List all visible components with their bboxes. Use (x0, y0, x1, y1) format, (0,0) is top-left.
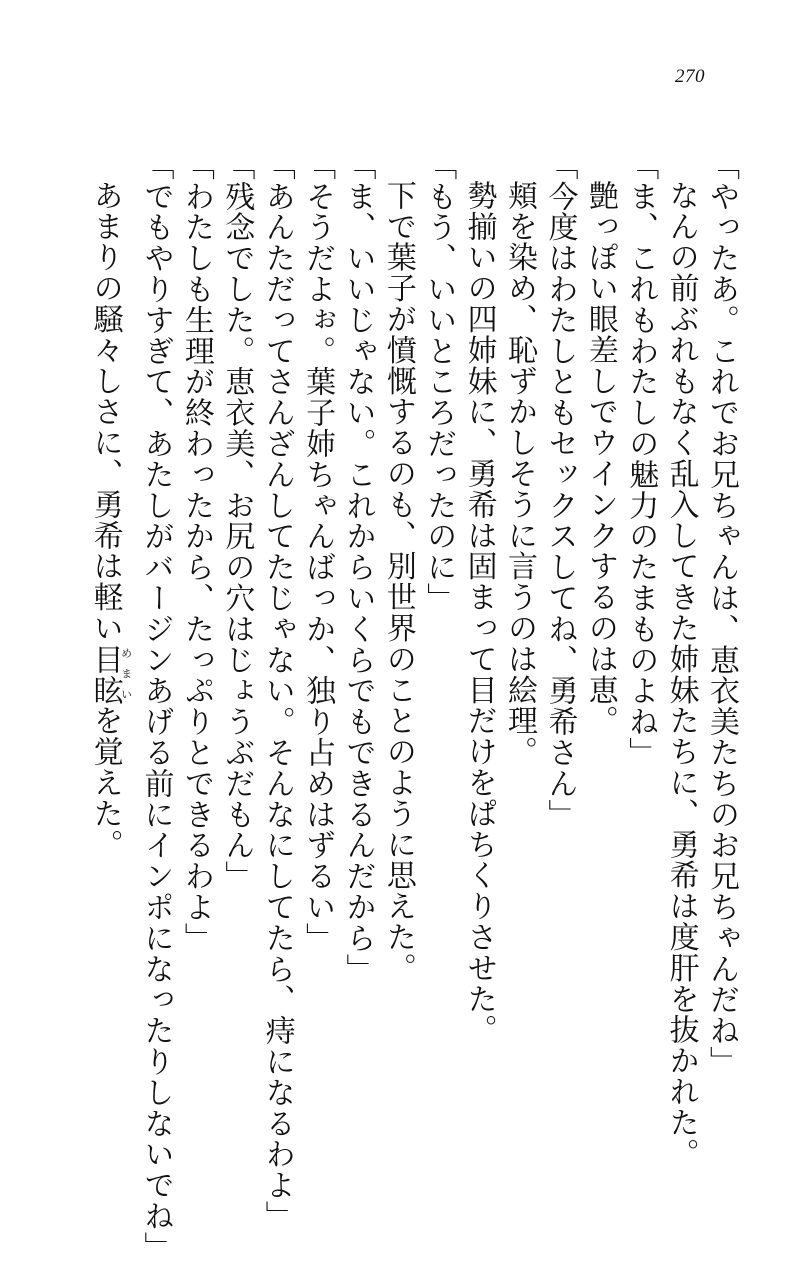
text-line-4: 艶っぽい眼差しでウインクするのは恵。 (582, 180, 618, 737)
text-line-10: 「ま、いいじゃない。これからいくらでもできるんだから」 (340, 150, 376, 985)
text-line-16-before: あまりの騒々しさに、勇希は軽い (87, 180, 123, 644)
ruby-reading: めまい (119, 643, 133, 706)
ruby-base: 目眩 (87, 643, 123, 706)
text-line-14: 「わたしも生理が終わったから、たっぷりとできるわよ」 (178, 150, 214, 954)
text-line-12: 「あんただってさんざんしてたじゃない。そんなにしてたら、痔になるわよ」 (259, 150, 295, 1232)
text-line-3: 「ま、これもわたしの魅力のたまものよね」 (623, 150, 659, 768)
page-number: 270 (675, 66, 705, 87)
text-line-16 (87, 150, 133, 1130)
text-line-13: 「残念でした。恵衣美、お尻の穴はじょうぶだもん」 (219, 150, 255, 892)
ruby-word (87, 643, 133, 706)
text-line-6: 頬を染め、恥ずかしそうに言うのは絵理。 (502, 180, 538, 768)
text-line-11: 「そうだよぉ。葉子姉ちゃんばっか、独り占めはずるい」 (300, 150, 336, 954)
text-line-5: 「今度はわたしともセックスしてね、勇希さん」 (542, 150, 578, 830)
vertical-text-body (87, 150, 739, 1262)
text-line-8: 「もう、いいところだったのに」 (421, 150, 457, 614)
text-line-15: 「でもやりすぎて、あたしがバージンあげる前にインポになったりしないでね」 (138, 150, 174, 1262)
text-line-16-after: を覚えた。 (87, 705, 123, 860)
text-line-2: なんの前ぶれもなく乱入してきた姉妹たちに、勇希は度肝を抜かれた。 (663, 180, 699, 1169)
text-line-1: 「やったあ。これでお兄ちゃんは、恵衣美たちのお兄ちゃんだね」 (704, 150, 739, 1077)
text-line-9: 下で葉子が憤慨するのも、別世界のことのように思えた。 (380, 180, 416, 984)
text-line-7: 勢揃いの四姉妹に、勇希は固まって目だけをぱちくりさせた。 (461, 180, 497, 1046)
